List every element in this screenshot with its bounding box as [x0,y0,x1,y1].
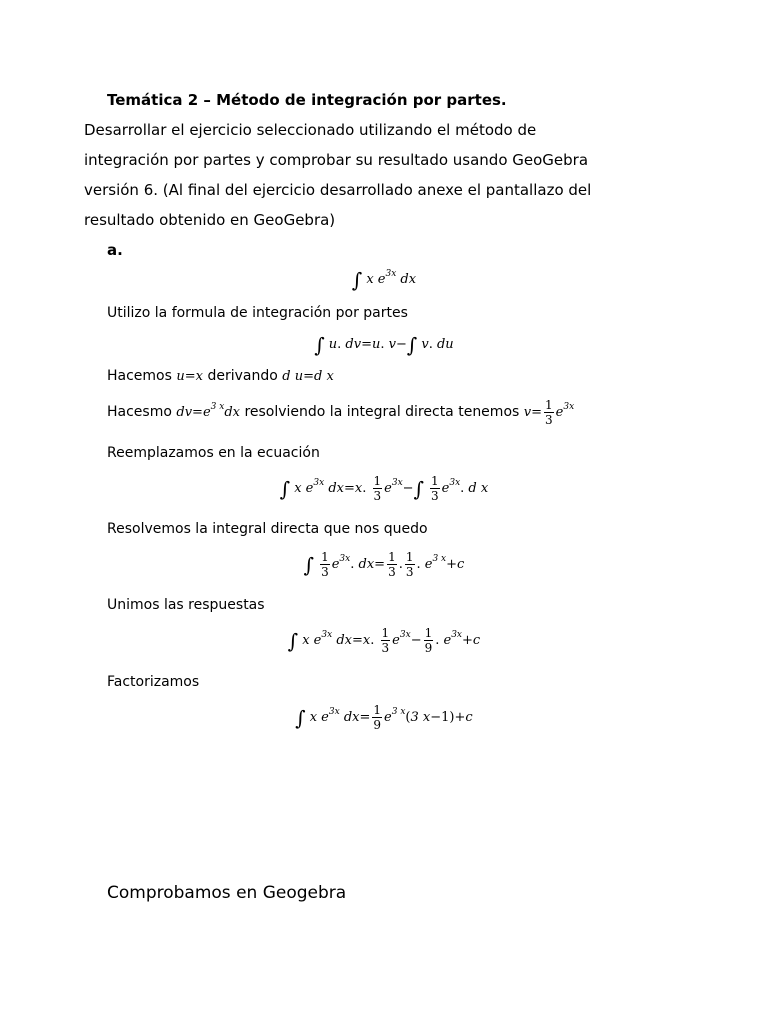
section-heading-geogebra: Comprobamos en Geogebra [107,883,347,903]
instruction-line-1: Desarrollar el ejercicio seleccionado utilizando el método de [84,121,537,139]
item-label: a. [107,241,123,259]
equation-factored: ∫ x $e^{3x}$ dx= $\frac{1}{9}$ $e^{3 x}(3$ x−1)+c [295,703,473,732]
document-title: Temática 2 – Método de integración por partes. [107,91,507,109]
equation-problem: ∫ x $e^{3x}$ dx [351,268,417,292]
equation-substitution: ∫ x $e^{3x}$ dx=x. $\frac{1}{3}$ $e^{3x}-\int$ $\frac{1}{3}$ $e^{3x}$. d x [279,474,489,503]
equation-parts-formula: ∫ u. dv=u. v−∫ v. du [314,333,454,357]
step-unimos: Unimos las respuestas [107,597,265,613]
step-formula-intro: Utilizo la formula de integración por partes [107,305,408,321]
step-hacemos: Hacemos u=x derivando d u=d x [107,368,334,384]
step-hacesmo: Hacesmo $dv=e^{3 x}dx$ resolviendo la integral directa tenemos v= $\frac{1}{3}$ $e^{3x}$ [107,398,575,427]
step-reemplazamos: Reemplazamos en la ecuación [107,445,320,461]
step-factorizamos: Factorizamos [107,674,200,690]
instruction-line-3: versión 6. (Al final del ejercicio desarrollado anexe el pantallazo del [84,181,592,199]
equation-direct-integral: ∫ $\frac{1}{3}$ $e^{3x}$. dx= $\frac{1}{3}$ . $\frac{1}{3}$ . $e^{3 x}+c$ [303,550,465,579]
instruction-line-2: integración por partes y comprobar su resultado usando GeoGebra [84,151,589,169]
equation-combined: ∫ x $e^{3x}$ dx=x. $\frac{1}{3}$ $e^{3x}-$ $\frac{1}{9}$ . $e^{3x}+c$ [287,626,481,655]
instruction-line-4: resultado obtenido en GeoGebra) [84,211,336,229]
step-resolvemos: Resolvemos la integral directa que nos quedo [107,521,428,537]
